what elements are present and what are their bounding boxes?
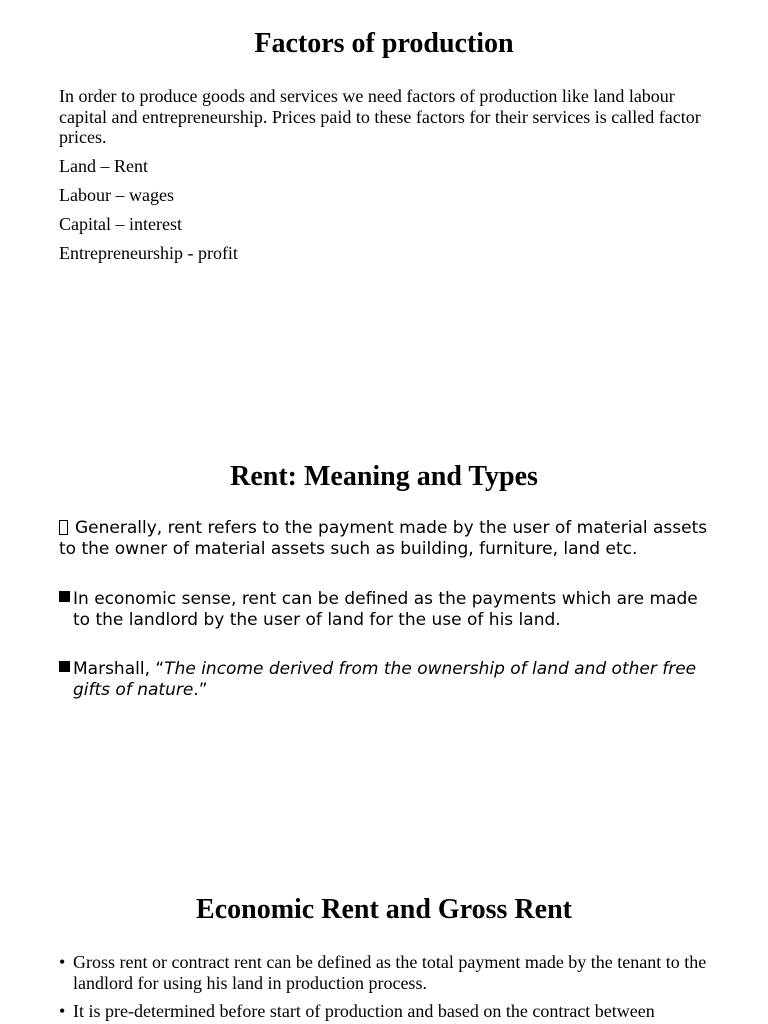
marshall-quote: The income derived from the ownership of land and other free gifts of nature <box>73 659 697 700</box>
slide-title: Rent: Meaning and Types <box>230 461 538 492</box>
square-bullet-icon <box>59 661 70 672</box>
factor-price-line: Entrepreneurship - profit <box>59 243 238 263</box>
factor-price-line: Land – Rent <box>59 156 148 176</box>
marshall-suffix: .” <box>193 679 208 700</box>
marshall-prefix: Marshall, “ <box>73 659 165 679</box>
gross-rent-bullet: Gross rent or contract rent can be defined as the total payment made by the tenant to the landlord for using his land in production process. <box>73 952 707 993</box>
predetermined-bullet: It is pre-determined before start of production and based on the contract between <box>73 1001 655 1021</box>
bullet-dot-icon: • <box>59 952 66 972</box>
square-bullet-icon <box>59 591 70 602</box>
rent-definition-paragraph <box>59 518 709 559</box>
unsupported-glyph-icon <box>59 520 68 535</box>
marshall-quote-bullet <box>73 659 713 700</box>
factor-price-line: Capital – interest <box>59 214 182 234</box>
rent-definition-text: Generally, rent refers to the payment made by the user of material assets to the owner of material assets such as building, furniture, land etc. <box>59 518 708 559</box>
slide-title: Factors of production <box>254 28 514 59</box>
intro-paragraph: In order to produce goods and services we need factors of production like land labour capital and entrepreneurship. Prices paid to these factors for their services is called factor prices. <box>59 86 701 147</box>
economic-sense-bullet: In economic sense, rent can be defined as the payments which are made to the landlord by the user of land for the use of his land. <box>73 589 698 630</box>
factor-price-line: Labour – wages <box>59 185 174 205</box>
slide-title: Economic Rent and Gross Rent <box>196 894 572 925</box>
bullet-dot-icon: • <box>59 1001 66 1021</box>
